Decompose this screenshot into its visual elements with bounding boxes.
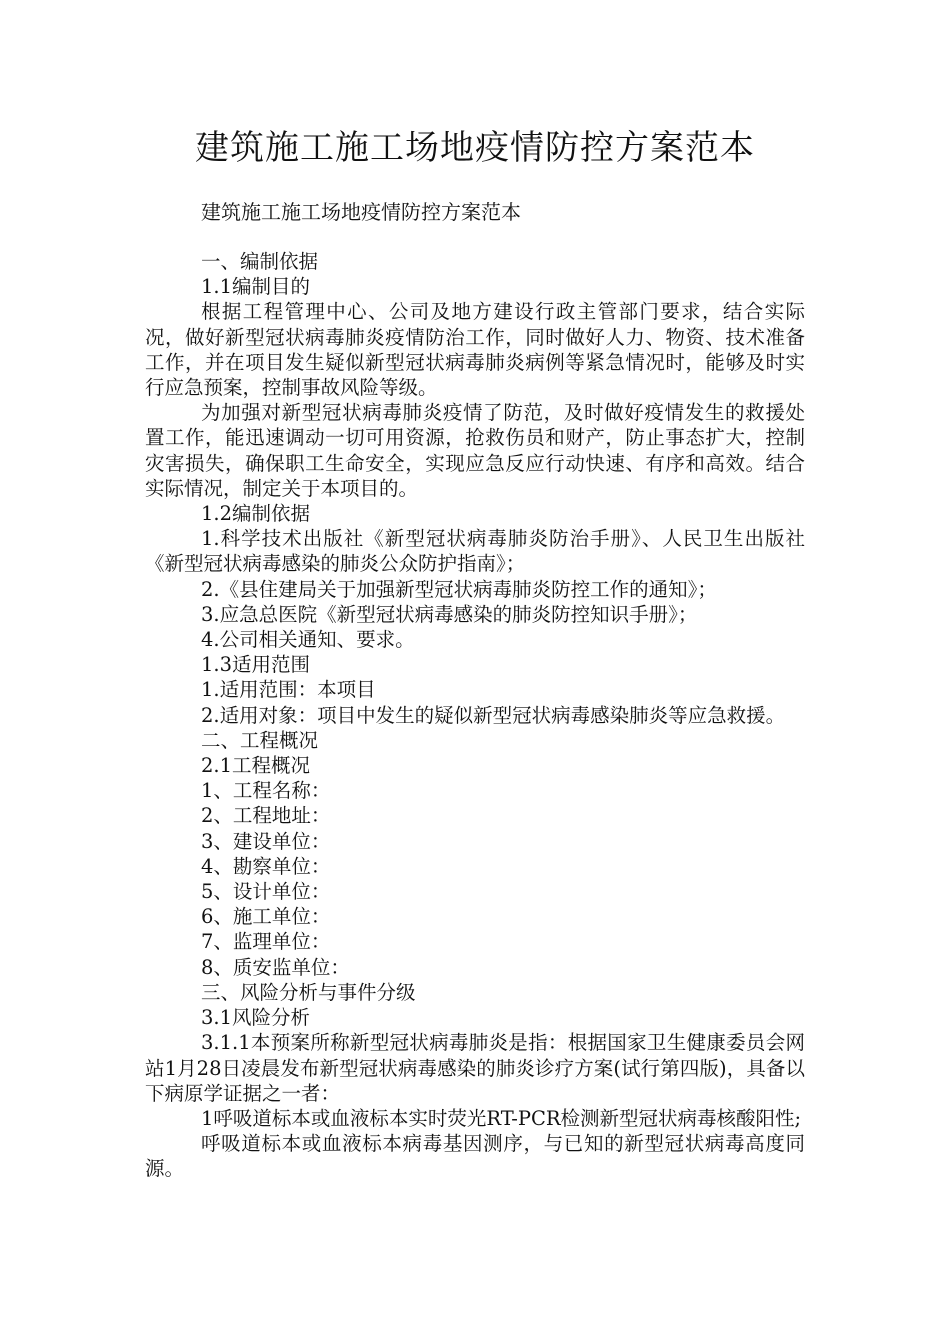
document-subtitle: 建筑施工施工场地疫情防控方案范本	[201, 200, 521, 224]
paragraph: 3.1.1本预案所称新型冠状病毒肺炎是指：根据国家卫生健康委员会网站1月28日凌晨发布新型冠状病毒感染的肺炎诊疗方案(试行第四版)，具备以下病原学证据之一者：	[145, 1031, 805, 1105]
paragraph: 为加强对新型冠状病毒肺炎疫情了防范，及时做好疫情发生的救援处置工作，能迅速调动一切可用资源，抢救伤员和财产，防止事态扩大，控制灾害损失，确保职工生命安全，实现应急反应行动快速、有序和高效。结合实际情况，制定关于本项目的。	[145, 401, 805, 500]
list-item: 4.公司相关通知、要求。	[201, 628, 415, 652]
list-item: 3.应急总医院《新型冠状病毒感染的肺炎防控知识手册》；	[201, 602, 698, 626]
list-item: 1.科学技术出版社《新型冠状病毒肺炎防治手册》、人民卫生出版社《新型冠状病毒感染的肺炎公众防护指南》；	[145, 527, 805, 576]
list-item: 1、工程名称：	[201, 779, 331, 803]
list-item: 7、监理单位：	[201, 930, 331, 954]
paragraph: 根据工程管理中心、公司及地方建设行政主管部门要求，结合实际况，做好新型冠状病毒肺炎疫情防治工作，同时做好人力、物资、技术准备工作，并在项目发生疑似新型冠状病毒肺炎病例等紧急情况时，能够及时实行应急预案，控制事故风险等级。	[145, 300, 805, 400]
document-title: 建筑施工施工场地疫情防控方案范本	[195, 128, 755, 168]
subsection-heading-1-2: 1.2编制依据	[201, 502, 311, 526]
list-item: 1.适用范围：本项目	[201, 678, 376, 702]
list-item: 8、质安监单位：	[201, 955, 350, 979]
list-item: 4、勘察单位：	[201, 854, 331, 878]
section-heading-2: 二、工程概况	[201, 728, 319, 752]
section-heading-1: 一、编制依据	[201, 250, 319, 273]
list-item: 2、工程地址：	[201, 804, 331, 828]
list-item: 1呼吸道标本或血液标本实时荧光RT-PCR检测新型冠状病毒核酸阳性;	[201, 1106, 802, 1130]
subsection-heading-3-1: 3.1风险分析	[201, 1006, 311, 1030]
list-item: 2.适用对象：项目中发生的疑似新型冠状病毒感染肺炎等应急救援。	[201, 703, 786, 727]
list-item: 5、设计单位：	[201, 880, 331, 904]
section-heading-3: 三、风险分析与事件分级	[201, 980, 416, 1004]
subsection-heading-2-1: 2.1工程概况	[201, 754, 311, 778]
document-body	[145, 249, 805, 1182]
subsection-heading-1-1: 1.1编制目的	[201, 275, 311, 299]
subsection-heading-1-3: 1.3适用范围	[201, 653, 311, 677]
list-item: 3、建设单位：	[201, 829, 331, 853]
list-item: 6、施工单位：	[201, 905, 331, 929]
list-item: 2.《县住建局关于加强新型冠状病毒肺炎防控工作的通知》；	[201, 577, 717, 601]
list-item: 呼吸道标本或血液标本病毒基因测序，与已知的新型冠状病毒高度同源。	[145, 1132, 805, 1181]
